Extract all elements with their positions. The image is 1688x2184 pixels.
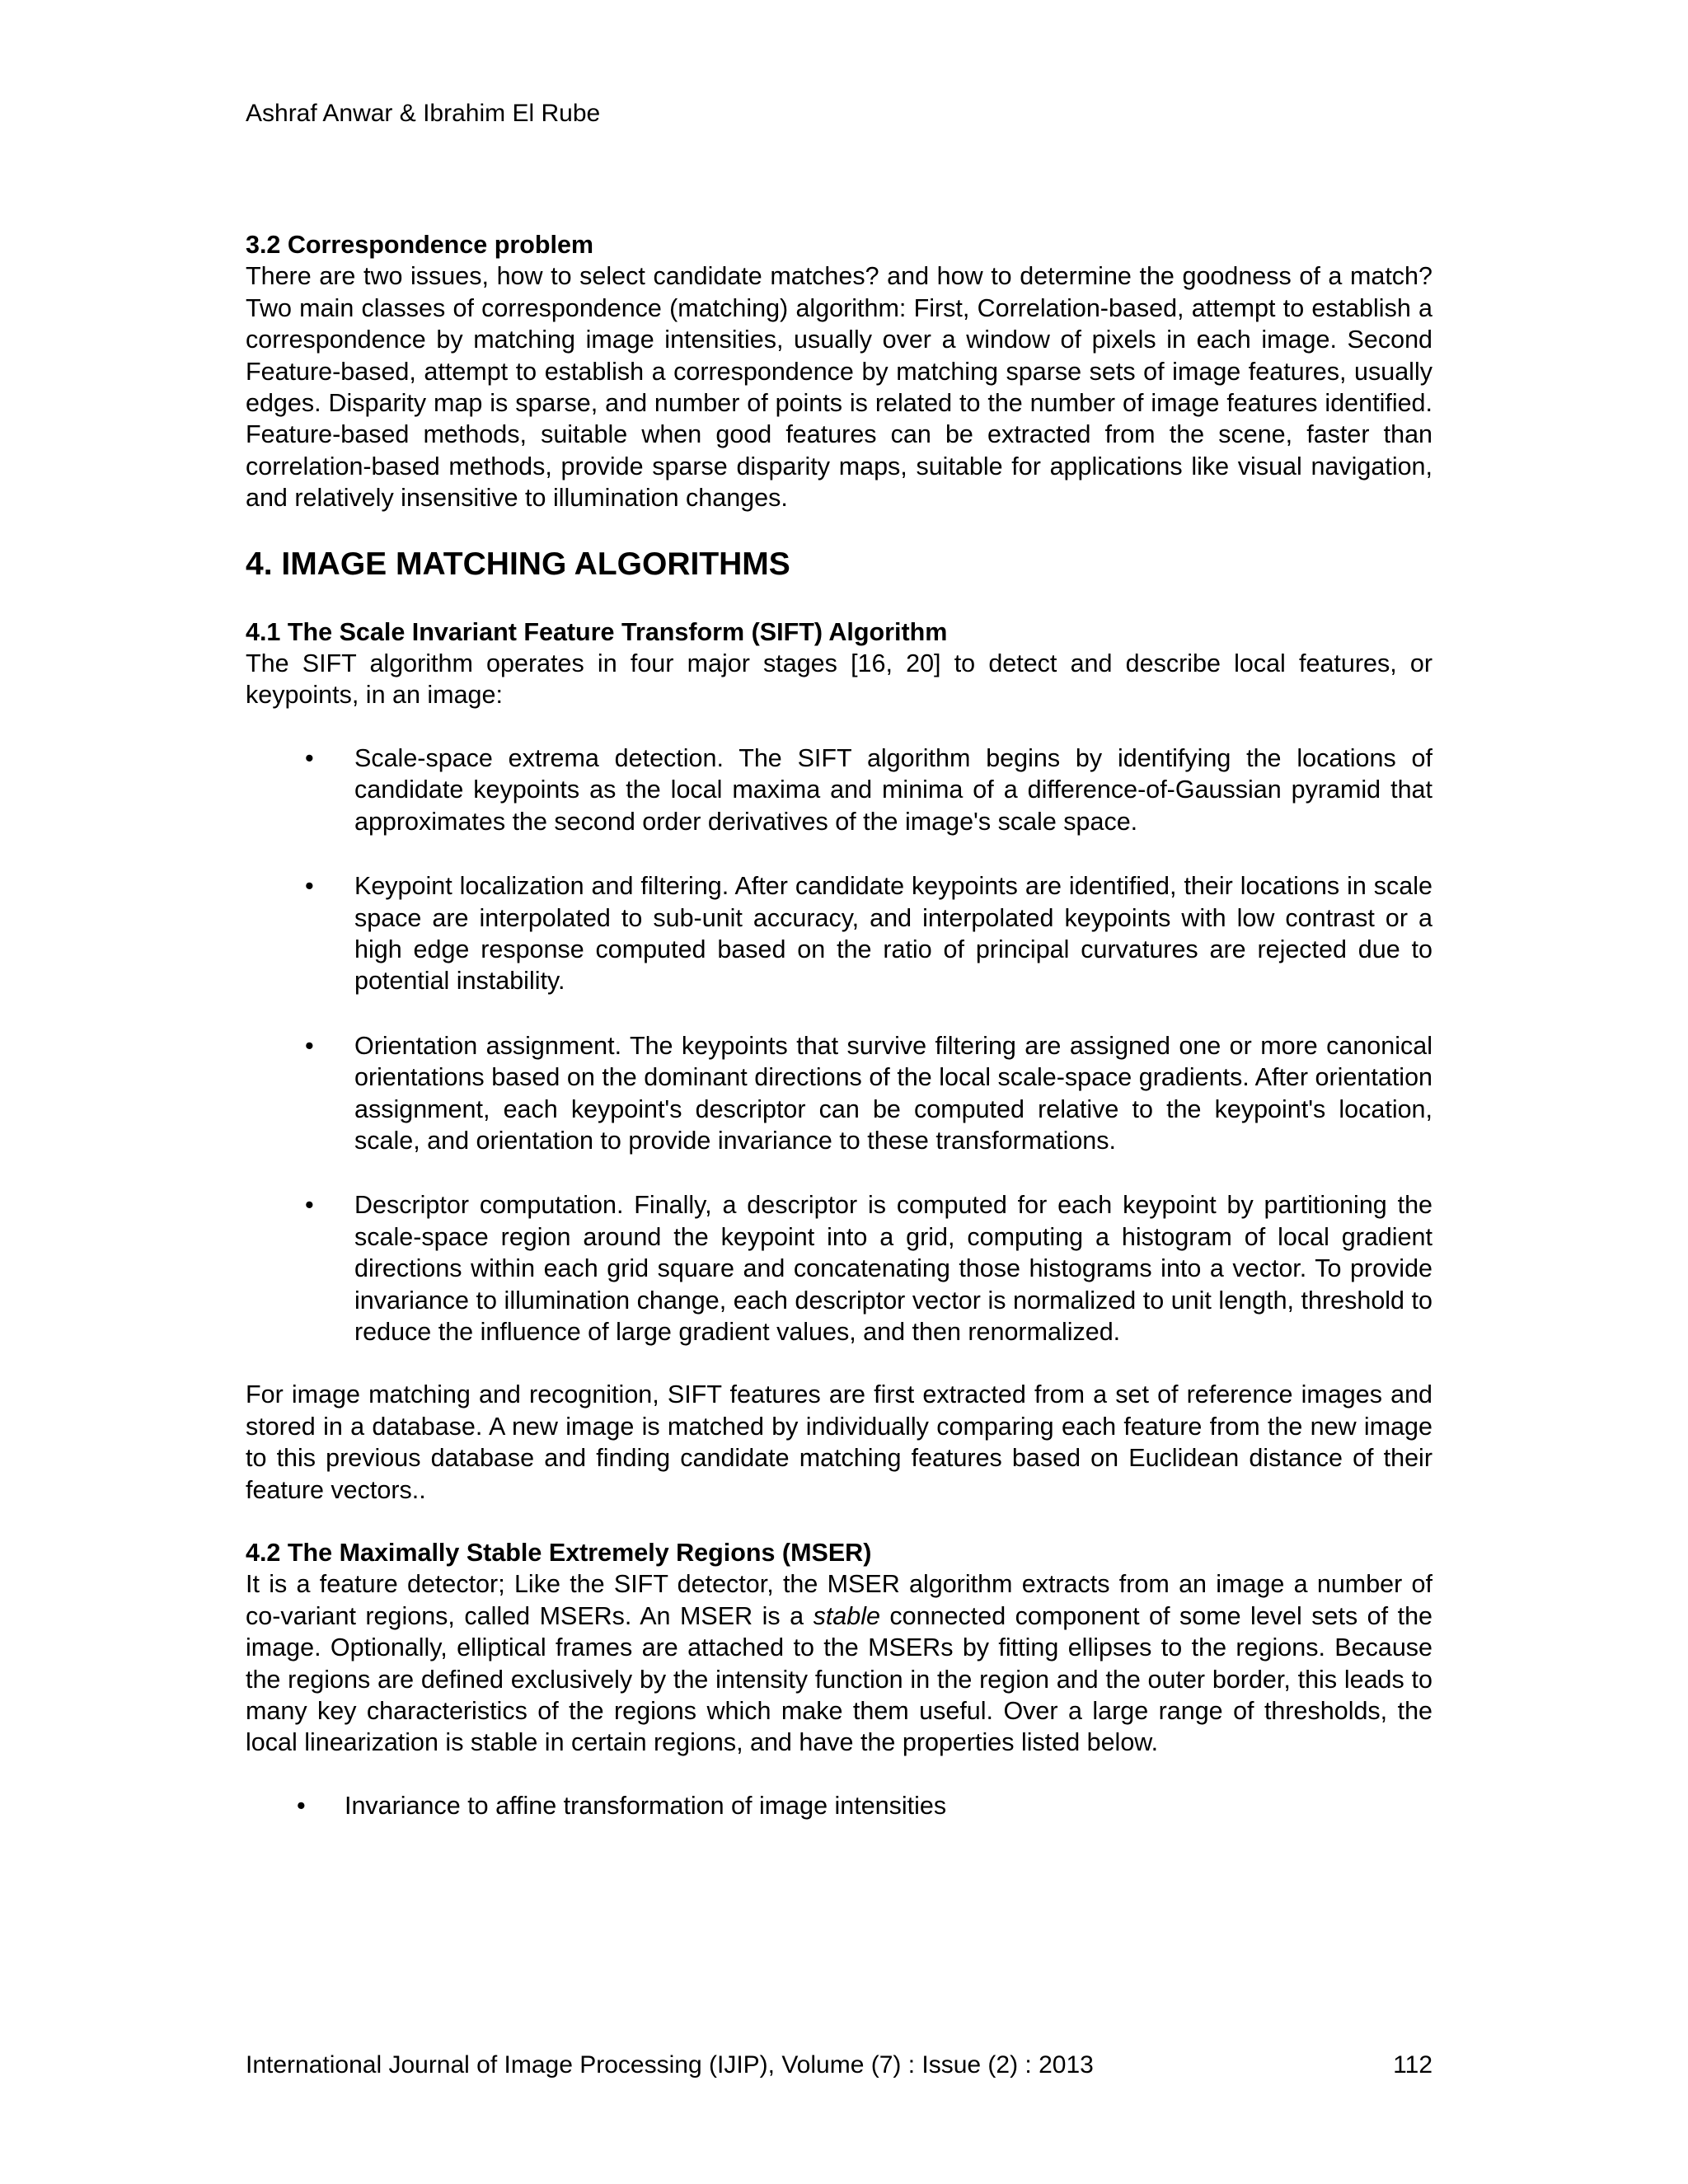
- running-head-authors: Ashraf Anwar & Ibrahim El Rube: [246, 100, 601, 127]
- bullet-icon: •: [305, 872, 314, 901]
- footer-journal: International Journal of Image Processing (IJIP), Volume (7) : Issue (2) : 2013: [246, 2051, 1094, 2079]
- section-3-2-paragraph: There are two issues, how to select candidate matches? and how to determine the goodness of a match? Two main classes of correspondence (matching) algorithm: First, Correlation-based, attempt to establish a correspondence by matching image intensities, usually over a window of pixels in each image. Second Feature-based, attempt to establish a correspondence by matching sparse sets of image features, usually edges. Disparity map is sparse, and number of points is related to the number of image features identified. Feature-based methods, suitable when good features can be extracted from the scene, faster than correlation-based methods, provide sparse disparity maps, suitable for applications like visual navigation, and relatively insensitive to illumination changes.: [246, 262, 1432, 513]
- section-4-1-intro: The SIFT algorithm operates in four major stages [16, 20] to detect and describe local features, or keypoints, in an image:: [246, 649, 1432, 710]
- section-3-2-heading: 3.2 Correspondence problem: [246, 231, 594, 259]
- list-item: [246, 743, 1432, 837]
- section-4-2-text-part-2: connected component of some level sets of the image. Optionally, elliptical frames are attached to the MSERs by fitting ellipses to the regions. Because the regions are defined exclusively by the intensity function in the region and the outer border, this leads to many key characteristics of the regions which make them useful. Over a large range of thresholds, the local linearization is stable in certain regions, and have the properties listed below.: [246, 1601, 1432, 1757]
- sift-stages-list: [246, 743, 1432, 1348]
- section-4-heading: 4. IMAGE MATCHING ALGORITHMS: [246, 546, 790, 582]
- section-4-2-italic-word: stable: [813, 1601, 880, 1630]
- bullet-icon: •: [305, 743, 314, 772]
- section-4-1: [246, 616, 1432, 1506]
- section-4-2-heading: 4.2 The Maximally Stable Extremely Regions (MSER): [246, 1539, 872, 1567]
- bullet-icon: •: [305, 1031, 314, 1060]
- list-item-text: Keypoint localization and filtering. After candidate keypoints are identified, their locations in scale space are interpolated to sub-unit accuracy, and interpolated keypoints with low contrast or a high edge response computed based on the ratio of principal curvatures are rejected due to potential instability.: [354, 872, 1432, 996]
- section-4-2: [246, 1537, 1432, 1821]
- section-4-1-closing: For image matching and recognition, SIFT features are first extracted from a set of reference images and stored in a database. A new image is matched by individually comparing each feature from the new image to this previous database and finding candidate matching features based on Euclidean distance of their feature vectors..: [246, 1380, 1432, 1504]
- page-content: [246, 229, 1432, 1821]
- list-item-text: Descriptor computation. Finally, a descriptor is computed for each keypoint by partitioning the scale-space region around the keypoint into a grid, computing a histogram of local gradient directions within each grid square and concatenating those histograms into a vector. To provide invariance to illumination change, each descriptor vector is normalized to unit length, threshold to reduce the influence of large gradient values, and then renormalized.: [354, 1191, 1432, 1346]
- bullet-icon: •: [297, 1791, 306, 1820]
- footer-page-number: 112: [1393, 2051, 1432, 2079]
- list-item: [246, 1790, 1432, 1821]
- list-item: [246, 1189, 1432, 1347]
- list-item-text: Scale-space extrema detection. The SIFT algorithm begins by identifying the locations of candidate keypoints as the local maxima and minima of a difference-of-Gaussian pyramid that approximates the second order derivatives of the image's scale space.: [354, 743, 1432, 836]
- bullet-icon: •: [305, 1191, 314, 1220]
- list-item: [246, 1030, 1432, 1157]
- list-item-text: Invariance to affine transformation of image intensities: [345, 1791, 947, 1820]
- section-4-1-heading: 4.1 The Scale Invariant Feature Transform (SIFT) Algorithm: [246, 617, 948, 646]
- mser-properties-list: [246, 1790, 1432, 1821]
- section-4-2-text-part-1: It is a feature detector; Like the SIFT detector, the MSER algorithm extracts from an image a number of co-variant regions, called MSERs. An MSER is a: [246, 1570, 1432, 1630]
- section-4-2-paragraph: [246, 1568, 1432, 1758]
- list-item: [246, 870, 1432, 997]
- list-item-text: Orientation assignment. The keypoints that survive filtering are assigned one or more canonical orientations based on the dominant directions of the local scale-space gradients. After orientation assignment, each keypoint's descriptor can be computed relative to the keypoint's location, scale, and orientation to provide invariance to these transformations.: [354, 1031, 1432, 1155]
- section-3-2: [246, 229, 1432, 514]
